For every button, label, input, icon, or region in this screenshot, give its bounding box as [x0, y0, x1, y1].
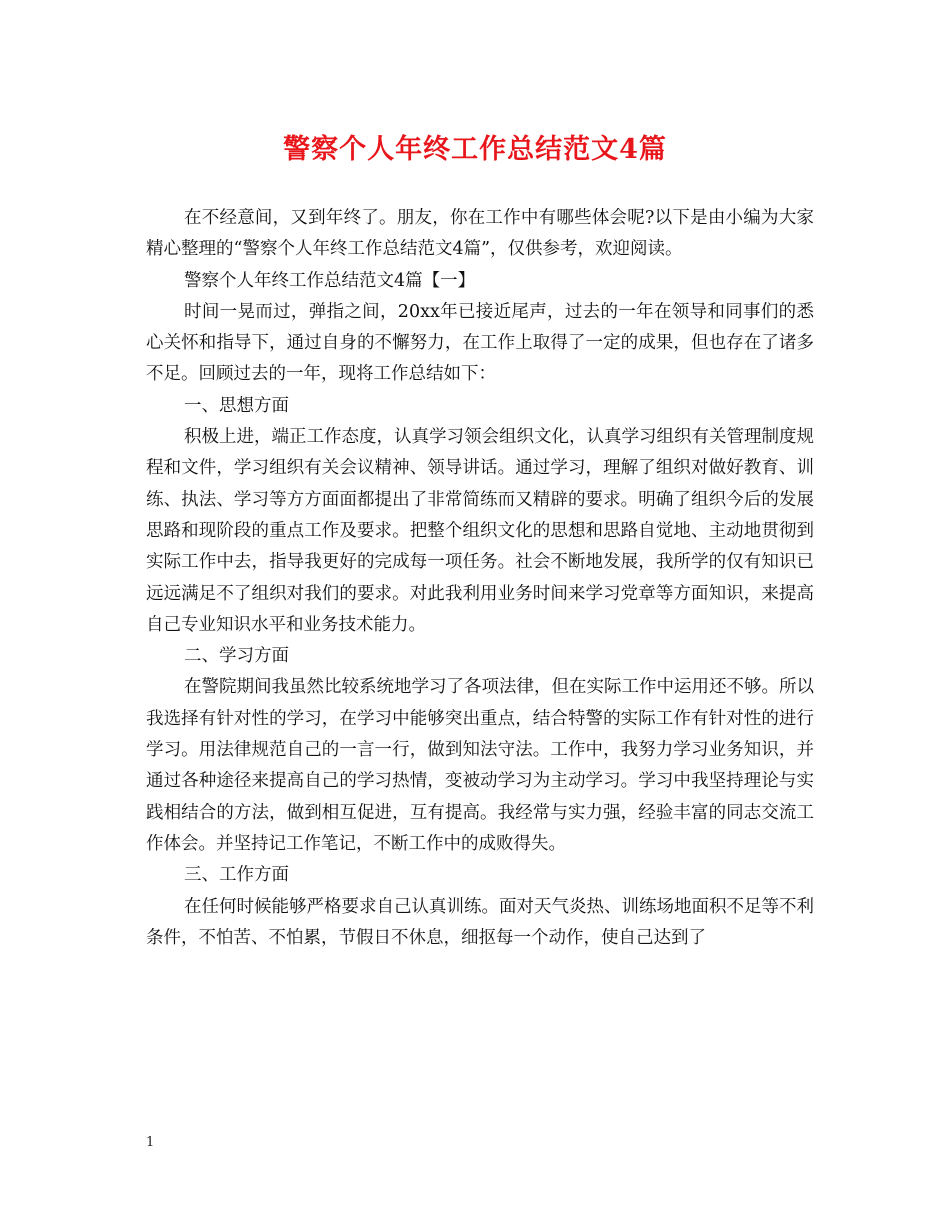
document-title: 警察个人年终工作总结范文4篇 [283, 134, 667, 165]
intro-paragraph: 在不经意间，又到年终了。朋友，你在工作中有哪些体会呢?以下是由小编为大家精心整理的“警察个人年终工作总结范文4篇”，仅供参考，欢迎阅读。 [146, 208, 814, 260]
opening-paragraph: 时间一晃而过，弹指之间，20xx年已接近尾声，过去的一年在领导和同事们的悉心关怀和指导下，通过自身的不懈努力，在工作上取得了一定的成果，但也存在了诸多不足。回顾过去的一年，现将工作总结如下： [146, 301, 814, 385]
section-heading-part-one: 警察个人年终工作总结范文4篇【一】 [184, 270, 476, 291]
document-body [146, 203, 814, 954]
heading-work: 三、工作方面 [184, 865, 289, 886]
ideology-paragraph: 积极上进，端正工作态度，认真学习领会组织文化，认真学习组织有关管理制度规程和文件，学习组织有关会议精神、领导讲话。通过学习，理解了组织对做好教育、训练、执法、学习等方方面面都提出了非常简练而又精辟的要求。明确了组织今后的发展思路和现阶段的重点工作及要求。把整个组织文化的思想和思路自觉地、主动地贯彻到实际工作中去，指导我更好的完成每一项任务。社会不断地发展，我所学的仅有知识已远远满足不了组织对我们的要求。对此我利用业务时间来学习党章等方面知识，来提高自己专业知识水平和业务技术能力。 [146, 427, 814, 635]
page-number: 1 [146, 1135, 155, 1150]
work-paragraph: 在任何时候能够严格要求自己认真训练。面对天气炎热、训练场地面积不足等不利条件，不怕苦、不怕累，节假日不休息，细抠每一个动作，使自己达到了 [146, 896, 814, 948]
heading-ideology: 一、思想方面 [184, 395, 289, 416]
heading-study: 二、学习方面 [184, 646, 289, 667]
study-paragraph: 在警院期间我虽然比较系统地学习了各项法律，但在实际工作中运用还不够。所以我选择有针对性的学习，在学习中能够突出重点，结合特警的实际工作有针对性的进行学习。用法律规范自己的一言一行，做到知法守法。工作中，我努力学习业务知识，并通过各种途径来提高自己的学习热情，变被动学习为主动学习。学习中我坚持理论与实践相结合的方法，做到相互促进，互有提高。我经常与实力强，经验丰富的同志交流工作体会。并坚持记工作笔记，不断工作中的成败得失。 [146, 677, 814, 854]
